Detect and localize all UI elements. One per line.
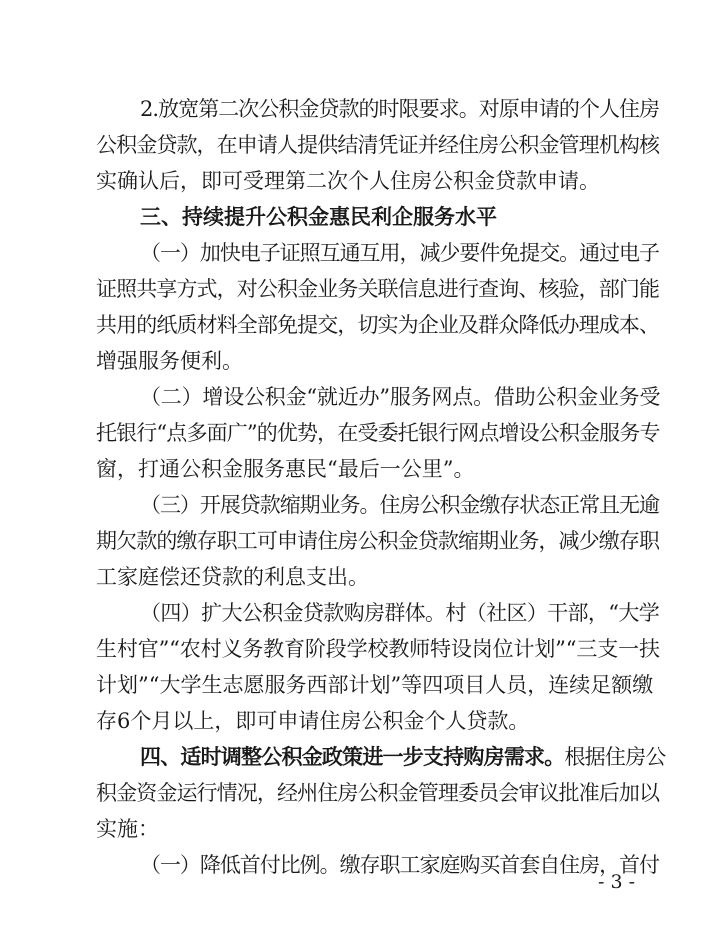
paragraph-line: （三）开展贷款缩期业务。住房公积金缴存状态正常且无逾 [140,493,659,517]
paragraph-line: 共用的纸质材料全部免提交，切实为企业及群众降低办理成本、 [96,313,660,337]
paragraph-line: （一）降低首付比例。缴存职工家庭购买首套自住房，首付 [140,853,659,877]
paragraph-line: 实施： [96,817,159,841]
paragraph-line: 期欠款的缴存职工可申请住房公积金贷款缩期业务，减少缴存职 [96,529,660,553]
paragraph-line: （一）加快电子证照互通互用，减少要件免提交。通过电子 [140,241,659,265]
paragraph-line: 计划”“大学生志愿服务西部计划”等四项目人员，连续足额缴 [96,673,654,697]
paragraph-line: 2.放宽第二次公积金贷款的时限要求。对原申请的个人住房 [140,97,660,121]
paragraph-line: 窗，打通公积金服务惠民“最后一公里”。 [96,457,475,481]
paragraph-text: 根据住房公 [564,745,666,769]
paragraph-line: （二）增设公积金“就近办”服务网点。借助公积金业务受 [140,385,661,409]
paragraph-line: 存6个月以上，即可申请住房公积金个人贷款。 [96,709,530,733]
paragraph-line: （四）扩大公积金贷款购房群体。村（社区）干部，“大学 [140,601,660,625]
section-heading-3: 三、持续提升公积金惠民利企服务水平 [140,205,497,229]
paragraph-line: 工家庭偿还贷款的利息支出。 [96,565,369,589]
paragraph-line: 证照共享方式，对公积金业务关联信息进行查询、核验，部门能 [96,277,660,301]
paragraph-line: 托银行“点多面广”的优势，在受委托银行网点增设公积金服务专 [96,421,660,445]
paragraph-line: 积金资金运行情况，经州住房公积金管理委员会审议批准后加以 [96,781,660,805]
paragraph-line: 生村官”“农村义务教育阶段学校教师特设岗位计划”“三支一扶 [96,637,660,661]
paragraph-line: 实确认后，即可受理第二次个人住房公积金贷款申请。 [96,169,600,193]
section-heading-4-line [140,740,666,774]
page-number: - 3 - [597,871,635,893]
paragraph-line: 增强服务便利。 [96,349,243,373]
paragraph-line: 公积金贷款，在申请人提供结清凭证并经住房公积金管理机构核 [96,133,660,157]
section-heading-4: 四、适时调整公积金政策进一步支持购房需求。 [140,745,565,769]
